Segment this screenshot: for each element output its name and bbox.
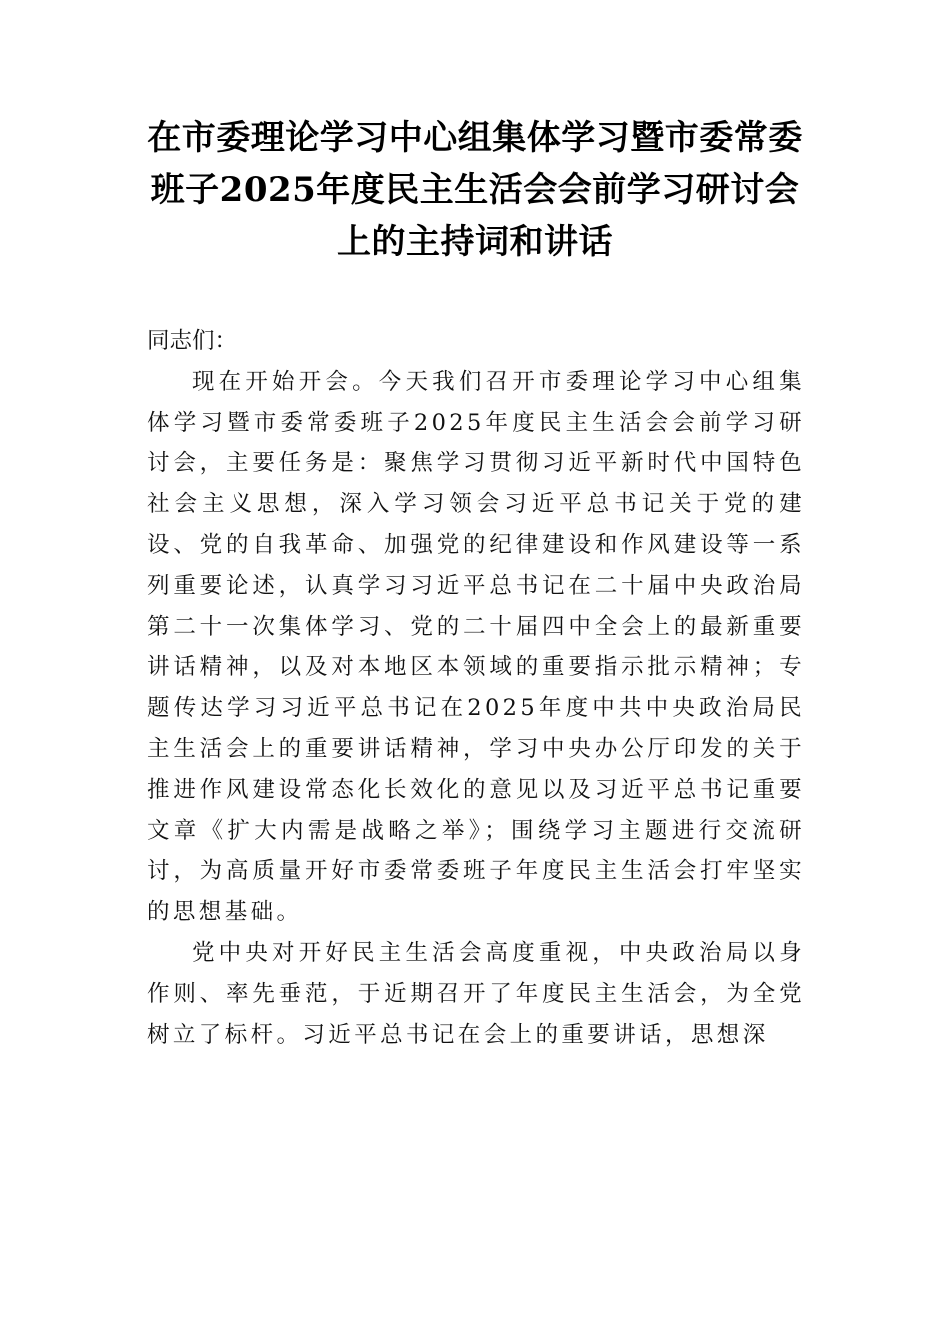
document-title: 在市委理论学习中心组集体学习暨市委常委班子2025年度民主生活会会前学习研讨会上的主持词和讲话 [147,118,803,262]
salutation: 同志们： [147,328,238,354]
paragraph-1: 现在开始开会。今天我们召开市委理论学习中心组集体学习暨市委常委班子2025年度民主生活会会前学习研讨会，主要任务是：聚焦学习贯彻习近平新时代中国特色社会主义思想，深入学习领会习近平总书记关于党的建设、党的自我革命、加强党的纪律建设和作风建设等一系列重要论述，认真学习习近平总书记在二十届中央政治局第二十一次集体学习、党的二十届四中全会上的最新重要讲话精神，以及对本地区本领域的重要指示批示精神；专题传达学习习近平总书记在2025年度中共中央政治局民主生活会上的重要讲话精神，学习中央办公厅印发的关于推进作风建设常态化长效化的意见以及习近平总书记重要文章《扩大内需是战略之举》；围绕学习主题进行交流研讨，为高质量开好市委常委班子年度民主生活会打牢坚实的思想基础。 [147,368,805,926]
document-body [147,321,805,1055]
paragraph-2: 党中央对开好民主生活会高度重视，中央政治局以身作则、率先垂范，于近期召开了年度民主生活会，为全党树立了标杆。习近平总书记在会上的重要讲话，思想深 [147,939,805,1048]
